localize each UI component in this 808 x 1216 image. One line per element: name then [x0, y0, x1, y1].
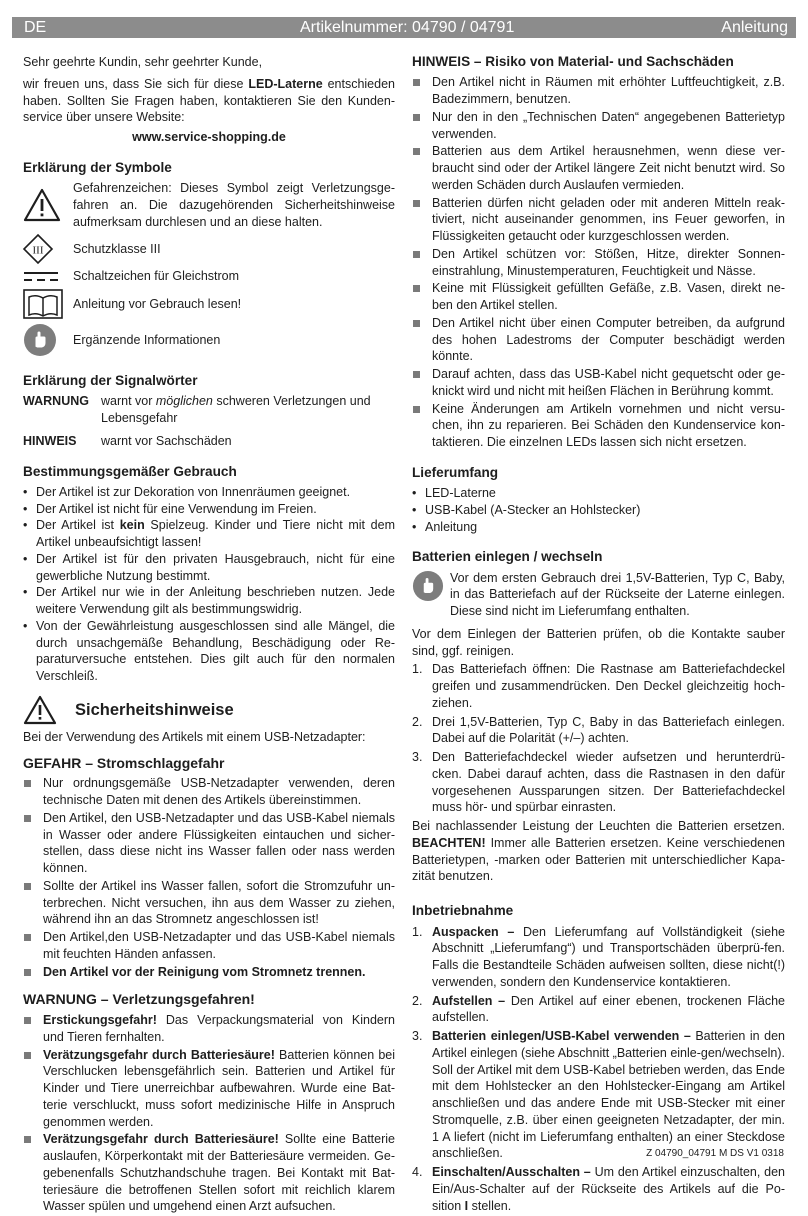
svg-text:III: III	[32, 244, 44, 257]
list-item: Sollte der Artikel ins Wasser fallen, sofort die Stromzufuhr un-terbrechen. Nicht versuchen, ihn aus dem Wasser zu ziehen, während ihn an das Stromnetz angeschlossen ist!	[23, 878, 395, 928]
warning-heading: WARNUNG – Verletzungsgefahren!	[23, 991, 255, 1008]
greeting: Sehr geehrte Kundin, sehr geehrter Kunde,	[23, 55, 263, 69]
list-item: Erstickungsgefahr! Das Verpackungsmaterial von Kindern und Tieren fernhalten.	[23, 1012, 395, 1046]
website-link[interactable]: www.service-shopping.de	[132, 130, 286, 144]
symbols-heading: Erklärung der Symbole	[23, 159, 172, 175]
list-item: Den Artikel, den USB-Netzadapter und das USB-Kabel niemals in Wasser oder andere Flüssigkeiten eintauchen und sicher-stellen, dass diese nicht ins Wasser fallen oder nass werden können.	[23, 810, 395, 877]
list-item: Nur den in den „Technischen Daten“ angegebenen Batterietyp verwenden.	[412, 109, 785, 143]
list-item: Den Artikel schützen vor: Stößen, Hitze, direkter Sonnen-einstrahlung, Minustemperaturen, Feuchtigkeit und Nässe.	[412, 246, 785, 280]
start-steps	[412, 924, 785, 1215]
list-item: Den Artikel,den USB-Netzadapter und das USB-Kabel niemals mit feuchten Händen anfassen.	[23, 929, 395, 963]
info-hand-icon	[412, 570, 450, 607]
symbol-info: Ergänzende Informationen	[23, 323, 395, 357]
danger-heading: GEFAHR – Stromschlaggefahr	[23, 754, 225, 771]
list-item: Den Artikel nicht über einen Computer betreiben, da aufgrund des hohen Ladestroms der Computer beschädigt werden könnte.	[412, 315, 785, 365]
battery-heading: Batterien einlegen / wechseln	[412, 549, 603, 565]
protection-class-iii-icon	[23, 234, 73, 264]
list-item: • USB-Kabel (A-Stecker an Hohlstecker)	[412, 502, 785, 519]
list-item: 1. Das Batteriefach öffnen: Die Rastnase am Batteriefachdeckel greifen und zusammendrücken. Den Deckel gleichzeitig hoch-ziehen.	[412, 662, 785, 710]
footer-code: Z 04790_04791 M DS V1 0318	[646, 1148, 784, 1159]
article-number: Artikelnummer: 04790 / 04791	[300, 19, 515, 36]
left-column	[23, 54, 395, 1216]
list-item: • Von der Gewährleistung ausgeschlossen sind alle Mängel, die durch unsachgemäße Behandlung, Beschädigung oder Re-paraturversuche entstehen. Dies gilt auch für den normalen Verschleiß.	[23, 618, 395, 685]
list-item: • Der Artikel ist nicht für eine Verwendung im Freien.	[23, 501, 395, 518]
use-heading: Bestimmungsgemäßer Gebrauch	[23, 463, 237, 479]
list-item: • LED-Laterne	[412, 485, 785, 502]
warning-triangle-icon	[23, 695, 57, 725]
manual-book-icon	[23, 289, 73, 319]
list-item: • Der Artikel ist zur Dekoration von Innenräumen geeignet.	[23, 484, 395, 501]
list-item: Nur ordnungsgemäße USB-Netzadapter verwenden, deren technische Daten mit denen des Artikels übereinstimmen.	[23, 775, 395, 809]
intro-text: wir freuen uns, dass Sie sich für diese LED-Laterne entschieden haben. Sollten Sie Fragen haben, kontaktieren Sie den Kunden-service über unsere Website:	[23, 76, 395, 125]
battery-steps	[412, 661, 785, 816]
danger-list	[23, 775, 395, 980]
list-item: 3. Den Batteriefachdeckel wieder aufsetzen und herunterdrü-cken. Dabei darauf achten, dass die Rastnasen in den dafür vorgesehenen Aussparungen sitzen. Der Batteriefachdeckel muss hör- und spürbar einrasten.	[412, 750, 785, 815]
use-list	[23, 484, 395, 685]
symbol-protection-class: III Schutzklasse III	[23, 234, 395, 264]
safety-intro: Bei der Verwendung des Artikels mit einem USB-Netzadapter:	[23, 729, 366, 744]
list-item: Batterien dürfen nicht geladen oder mit anderen Mitteln reak-tiviert, nicht auseinander genommen, ins Feuer geworfen, in Flüssigkeiten getaucht oder kurzgeschlossen werden.	[412, 195, 785, 245]
list-item: 4. Einschalten/Ausschalten – Um den Artikel einzuschalten, den Ein/Aus-Schalter auf der Rückseite des Artikels auf die Po-sition I stellen.	[412, 1165, 786, 1213]
list-item: 3. Batterien einlegen/USB-Kabel verwenden – Batterien in den Artikel einlegen (siehe Abschnitt „Batterien einle-gen/wechseln). Soll der Artikel mit dem USB-Kabel betrieben werden, das Ende mit dem Hohlstecker an den Hohlstecker-Eingang am Artikel anschließen und das andere Ende mit USB-Stecker mit einer Stromquelle, z.B. über einen geeigneten Netzadapter, der min. 1 A liefert (nicht im Lieferumfang enthalten) an einer Steckdose anschließen.	[412, 1029, 785, 1161]
safety-heading: Sicherheitshinweise	[23, 695, 395, 725]
battery-check: Vor dem Einlegen der Batterien prüfen, ob die Kontakte sauber sind, ggf. reinigen.	[412, 626, 785, 658]
list-item: Den Artikel nicht in Räumen mit erhöhter Luftfeuchtigkeit, z.B. Badezimmern, benutzen.	[412, 74, 785, 108]
list-item: • Der Artikel ist kein Spielzeug. Kinder und Tiere nicht mit dem Artikel unbeaufsichtigt lassen!	[23, 517, 395, 551]
list-item: 2. Aufstellen – Den Artikel auf einer ebenen, trockenen Fläche aufstellen.	[412, 993, 785, 1025]
signal-warnung: WARNUNG warnt vor möglichen schweren Verletzungen und Lebensgefahr	[23, 394, 371, 426]
list-item: Den Artikel vor der Reinigung vom Stromnetz trennen.	[23, 964, 395, 981]
delivery-list	[412, 485, 785, 535]
right-column	[412, 54, 785, 1216]
symbol-danger: Gefahrenzeichen: Dieses Symbol zeigt Verletzungsge-fahren an. Die dazugehörenden Sicherheitshinweise aufmerksam durchlesen und an diese halten.	[23, 180, 395, 230]
list-item: Verätzungsgefahr durch Batteriesäure! Batterien können bei Verschlucken lebensgefährlich sein. Batterien und Artikel für Kinder und Tiere unerreichbar aufbewahren. Wurde eine Bat-terie verschluckt, muss sofort medizinische Hilfe in Anspruch genommen werden.	[23, 1047, 395, 1131]
list-item: • Der Artikel ist für den privaten Hausgebrauch, nicht für eine gewerbliche Nutzung bestimmt.	[23, 551, 395, 585]
signalwords-heading: Erklärung der Signalwörter	[23, 373, 198, 389]
doc-type: Anleitung	[721, 19, 788, 36]
battery-info: Vor dem ersten Gebrauch drei 1,5V-Batterien, Typ C, Baby, in das Batteriefach auf der Rückseite der Laterne einlegen. Diese sind nicht im Lieferumfang enthalten.	[412, 570, 785, 620]
header-bar	[12, 17, 796, 38]
list-item: 1. Auspacken – Den Lieferumfang auf Vollständigkeit (siehe Abschnitt „Lieferumfang“) und Transportschäden überprü-fen. Falls die Bestandteile Schäden aufweisen sollten, diese nicht(!) verwenden, sondern den Kundenservice kontaktieren.	[412, 924, 786, 989]
delivery-heading: Lieferumfang	[412, 464, 499, 480]
signal-hinweis: HINWEIS warnt vor Sachschäden	[23, 433, 232, 448]
warning-list	[23, 1012, 395, 1215]
list-item: 2. Drei 1,5V-Batterien, Typ C, Baby in das Batteriefach einlegen. Dabei auf die Polarität (+/–) achten.	[412, 714, 785, 746]
list-item: Keine mit Flüssigkeit gefüllten Gefäße, z.B. Vasen, direkt ne-ben den Artikel stellen.	[412, 280, 785, 314]
list-item: Batterien aus dem Artikel herausnehmen, wenn diese ver-braucht sind oder der Artikel längere Zeit nicht benutzt wird. So werden Schäden durch Auslaufen vermieden.	[412, 143, 785, 193]
list-item: Darauf achten, dass das USB-Kabel nicht gequetscht oder ge-knickt wird und nicht mit heißen Flächen in Berührung kommt.	[412, 366, 785, 400]
direct-current-icon	[23, 270, 73, 284]
symbol-dc: Schaltzeichen für Gleichstrom	[23, 268, 395, 285]
start-heading: Inbetriebnahme	[412, 903, 514, 919]
battery-replace: Bei nachlassender Leistung der Leuchten die Batterien ersetzen. BEACHTEN! Immer alle Batterien ersetzen. Keine verschiedenen Batterietypen, -marken oder Batterien mit unterschiedlicher Kapa-zität benutzen.	[412, 819, 785, 884]
info-hand-icon	[23, 323, 73, 357]
list-item: • Der Artikel nur wie in der Anleitung beschrieben nutzen. Jede weitere Verwendung gilt als bestimmungswidrig.	[23, 584, 395, 618]
notice-heading: HINWEIS – Risiko von Material- und Sachschäden	[412, 54, 734, 69]
symbol-manual: Anleitung vor Gebrauch lesen!	[23, 289, 395, 319]
notice-list	[412, 74, 785, 451]
list-item: Keine Änderungen am Artikeln vornehmen und nicht versu-chen, ihn zu reparieren. Bei Schäden den Kundenservice kon-taktieren. Die einzelnen LEDs lassen sich nicht ersetzen.	[412, 401, 785, 451]
language-label: DE	[24, 19, 47, 36]
list-item: Verätzungsgefahr durch Batteriesäure! Sollte eine Batterie auslaufen, Körperkontakt mit der Batteriesäure vermeiden. Ge-gebenenfalls Schutzhandschuhe tragen. Bei Kontakt mit Bat-teriesäure die betroffenen Stellen sofort mit reichlich klarem Wasser spülen und umgehend einen Arzt aufsuchen.	[23, 1131, 395, 1215]
list-item: • Anleitung	[412, 519, 785, 536]
warning-triangle-icon	[23, 188, 73, 222]
